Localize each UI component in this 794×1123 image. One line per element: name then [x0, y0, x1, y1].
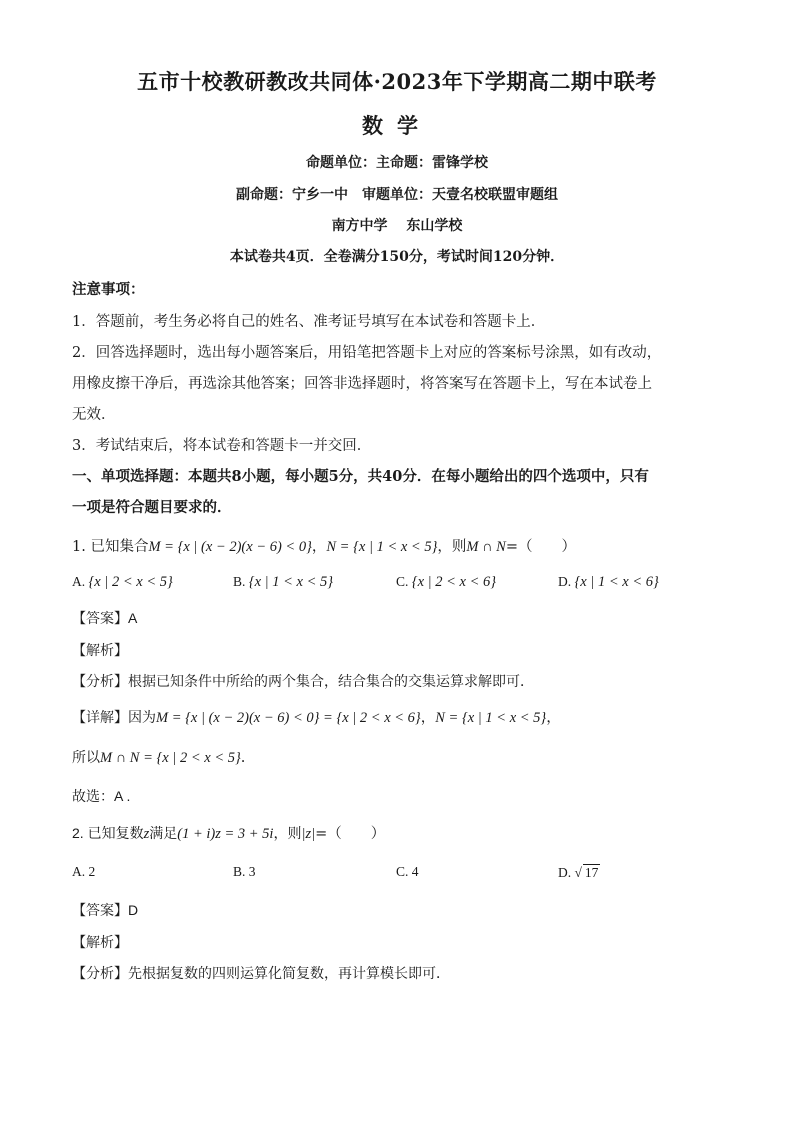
- question-1-fenxi: 【分析】根据已知条件中所给的两个集合，结合集合的交集运算求解即可．: [72, 673, 534, 689]
- option-label: D.: [558, 574, 572, 589]
- xiangjie-math-n: N = {x | 1 < x < 5}: [435, 710, 547, 726]
- option-label: B.: [233, 574, 246, 589]
- then-word: ，则: [437, 539, 467, 555]
- question-1-option-c: [396, 574, 496, 591]
- option-label: D.: [558, 865, 572, 880]
- sqrt-radicand: 17: [584, 865, 599, 880]
- variable-z: z: [143, 826, 150, 842]
- suoyi-end: .: [240, 750, 246, 766]
- question-2-analysis-tag: 【解析】: [72, 934, 128, 950]
- note-item-2-line-2: 用橡皮擦干净后，再选涂其他答案；回答非选择题时，将答案写在答题卡上，写在本试卷上: [72, 376, 652, 392]
- note-item-3: 3．考试结束后，将本试卷和答题卡一并交回．: [72, 438, 372, 454]
- question-1-answer: 【答案】A: [72, 610, 138, 626]
- notes-heading: 注意事项：: [72, 281, 145, 298]
- question-1-analysis-tag: 【解析】: [72, 642, 128, 658]
- then-word: ，则: [273, 825, 302, 841]
- satisfies-word: 满足: [149, 825, 178, 841]
- option-value: {x | 1 < x < 6}: [574, 574, 659, 590]
- author-info-1: 命题单位：主命题：雷锋学校: [306, 155, 488, 171]
- exam-summary: 本试卷共4页．全卷满分150分，考试时间120分钟．: [229, 249, 565, 265]
- question-1-choice: 故选：A .: [72, 788, 131, 804]
- option-label: A.: [72, 574, 86, 589]
- question-2-option-b: B. 3: [233, 864, 256, 879]
- intersection-expression: M ∩ N: [466, 539, 506, 555]
- question-2-option-d: [558, 864, 600, 881]
- section-1-heading-line-1: 一、单项选择题：本题共8小题，每小题5分，共40分．在每小题给出的四个选项中，只有: [72, 468, 649, 485]
- question-2-answer: 【答案】D: [72, 902, 139, 918]
- option-label: C.: [396, 574, 409, 589]
- sqrt-symbol: √: [574, 865, 582, 880]
- note-item-2-line-1: 2．回答选择题时，选出每小题答案后，用铅笔把答题卡上对应的答案标号涂黑，如有改动，: [72, 345, 662, 361]
- separator: ，: [546, 710, 561, 726]
- question-1-prefix: 1. 已知集合: [72, 539, 149, 555]
- set-n-definition: N = {x | 1 < x < 5}: [326, 539, 438, 555]
- exam-title: 五市十校教研教改共同体·2023年下学期高二期中联考: [137, 69, 657, 94]
- section-1-heading-line-2: 一项是符合题目要求的．: [72, 499, 232, 516]
- option-value: {x | 1 < x < 5}: [248, 574, 334, 590]
- question-1-conclusion: [72, 747, 732, 767]
- suoyi-prefix: 所以: [72, 749, 100, 765]
- author-info-3: 南方中学 东山学校: [331, 218, 463, 234]
- note-item-2-line-3: 无效．: [72, 407, 116, 423]
- answer-blank: =（ ）: [505, 539, 577, 555]
- exam-subject: 数学: [362, 113, 432, 138]
- option-value: {x | 2 < x < 6}: [411, 574, 497, 590]
- question-2-stem: [72, 822, 732, 843]
- separator: ，: [420, 710, 436, 726]
- note-item-1: 1．答题前，考生务必将自己的姓名、准考证号填写在本试卷和答题卡上．: [72, 314, 546, 330]
- answer-blank: =（ ）: [315, 826, 386, 842]
- question-1-option-d: [558, 574, 659, 591]
- question-1-stem: [72, 535, 732, 556]
- xiangjie-math-m: M = {x | (x − 2)(x − 6) < 0} = {x | 2 < x < 6}: [156, 710, 421, 726]
- xiangjie-prefix: 【详解】因为: [72, 709, 156, 725]
- suoyi-math: M ∩ N = {x | 2 < x < 5}: [100, 750, 241, 766]
- option-value: {x | 2 < x < 5}: [88, 574, 173, 590]
- author-info-2: 副命题：宁乡一中 审题单位：天壹名校联盟审题组: [236, 187, 558, 203]
- modulus-expression: |z|: [301, 826, 316, 842]
- question-2-option-c: C. 4: [396, 864, 419, 879]
- complex-equation: (1 + i)z = 3 + 5i: [177, 826, 274, 842]
- question-1-option-b: [233, 574, 333, 591]
- question-2-prefix: 2. 已知复数: [72, 825, 144, 841]
- set-m-definition: M = {x | (x − 2)(x − 6) < 0}: [148, 539, 312, 555]
- separator: ，: [311, 539, 327, 555]
- question-1-option-a: [72, 574, 173, 591]
- question-2-option-a: A. 2: [72, 864, 96, 879]
- question-1-xiangjie: [72, 706, 732, 727]
- question-2-fenxi: 【分析】先根据复数的四则运算化简复数，再计算模长即可．: [72, 965, 450, 981]
